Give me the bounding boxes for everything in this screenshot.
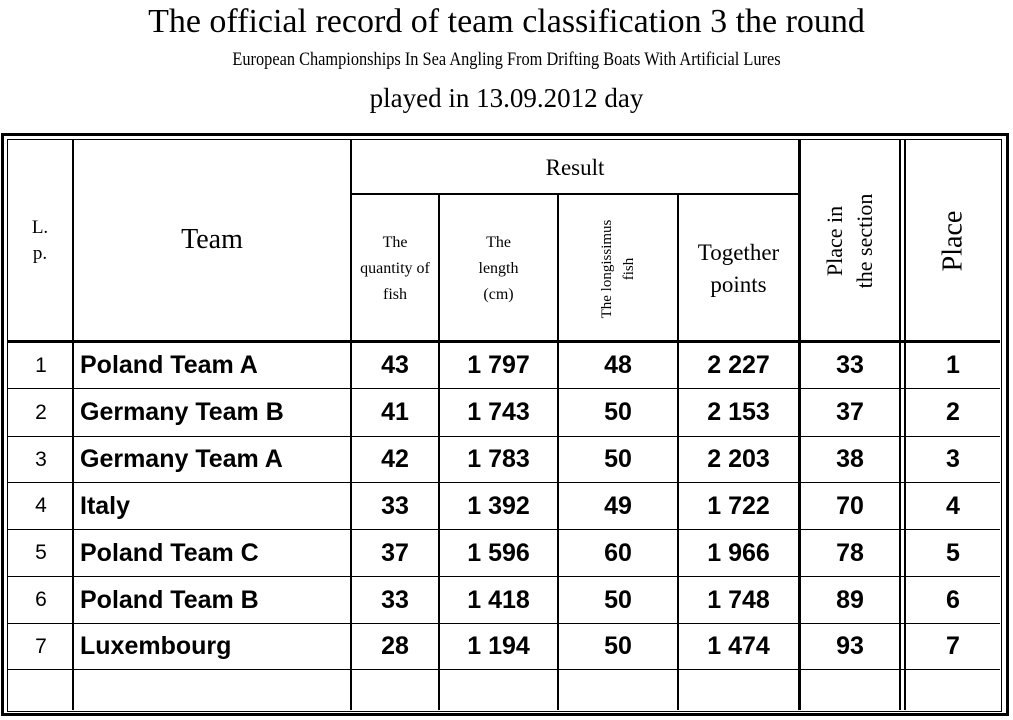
cell-team: Germany Team B	[80, 398, 284, 426]
cell-team: Germany Team A	[80, 445, 283, 473]
cell-place: 4	[946, 491, 960, 520]
cell-together: 1 966	[707, 538, 770, 567]
cell-quantity: 41	[381, 398, 409, 426]
cell-team: Poland Team A	[80, 351, 258, 379]
column-divider	[899, 140, 901, 710]
cell-longissimus: 50	[604, 585, 632, 614]
row-divider	[350, 193, 800, 195]
cell-place: 1	[946, 351, 960, 379]
cell-section: 37	[836, 398, 864, 426]
header-place	[906, 144, 1000, 338]
cell-lp: 4	[35, 494, 47, 517]
cell-longissimus: 50	[604, 398, 632, 426]
cell-team: Italy	[80, 491, 131, 520]
date-line: played in 13.09.2012 day	[369, 83, 644, 113]
cell-quantity: 28	[381, 632, 409, 660]
cell-team: Poland Team B	[80, 585, 259, 614]
cell-longissimus: 60	[604, 538, 632, 567]
header-section-label: Place in the section	[822, 193, 877, 289]
cell-quantity: 33	[381, 491, 409, 520]
cell-quantity: 43	[381, 351, 409, 379]
header-team: Team	[181, 224, 243, 255]
header-together-label: Together points	[697, 240, 780, 297]
document-title: The official record of team classification 3 the round	[148, 3, 865, 40]
cell-together: 1 748	[707, 585, 770, 614]
header-quantity-label: The quantity of fish	[360, 234, 430, 303]
cell-lp: 2	[35, 400, 47, 424]
cell-place: 3	[946, 445, 960, 473]
header-longissimus-label: The longissimus fish	[599, 219, 637, 319]
cell-together: 2 153	[707, 398, 770, 426]
cell-section: 78	[836, 538, 864, 567]
cell-together: 2 227	[707, 351, 770, 379]
cell-length: 1 392	[467, 491, 530, 520]
header-lp	[10, 196, 70, 286]
cell-lp: 5	[35, 541, 47, 564]
cell-length: 1 797	[467, 351, 530, 379]
cell-place: 2	[946, 398, 960, 426]
header-lp-label: L. p.	[31, 217, 49, 264]
cell-quantity: 33	[381, 585, 409, 614]
cell-section: 89	[836, 585, 864, 614]
cell-length: 1 418	[467, 585, 530, 614]
cell-section: 38	[836, 445, 864, 473]
header-quantity	[352, 200, 438, 338]
cell-longissimus: 50	[604, 445, 632, 473]
header-length	[440, 200, 557, 338]
cell-length: 1 743	[467, 398, 530, 426]
header-result: Result	[545, 155, 605, 180]
cell-quantity: 42	[381, 445, 409, 473]
header-together	[679, 200, 798, 338]
cell-place: 6	[946, 585, 960, 614]
cell-quantity: 37	[381, 538, 409, 567]
cell-together: 1 474	[707, 632, 770, 660]
row-divider	[7, 669, 1000, 670]
cell-together: 1 722	[707, 491, 770, 520]
cell-longissimus: 49	[604, 491, 632, 520]
header-section	[801, 144, 899, 338]
cell-together: 2 203	[707, 445, 770, 473]
cell-lp: 3	[35, 447, 47, 471]
cell-length: 1 194	[467, 632, 530, 660]
header-length-label: The length (cm)	[478, 234, 519, 303]
document-subtitle: European Championships In Sea Angling From Drifting Boats With Artificial Lures	[232, 49, 781, 70]
cell-length: 1 596	[467, 538, 530, 567]
header-longissimus	[559, 200, 677, 338]
cell-section: 70	[836, 491, 864, 520]
cell-place: 5	[946, 538, 960, 567]
cell-lp: 6	[35, 588, 47, 611]
cell-longissimus: 48	[604, 351, 632, 379]
cell-team: Luxembourg	[80, 632, 232, 660]
cell-section: 93	[836, 632, 864, 660]
cell-length: 1 783	[467, 445, 530, 473]
cell-section: 33	[836, 351, 864, 379]
cell-lp: 1	[35, 353, 47, 377]
cell-team: Poland Team C	[80, 538, 259, 567]
cell-lp: 7	[35, 634, 47, 658]
cell-place: 7	[946, 632, 960, 660]
cell-longissimus: 50	[604, 632, 632, 660]
header-place-label: Place	[936, 210, 968, 272]
